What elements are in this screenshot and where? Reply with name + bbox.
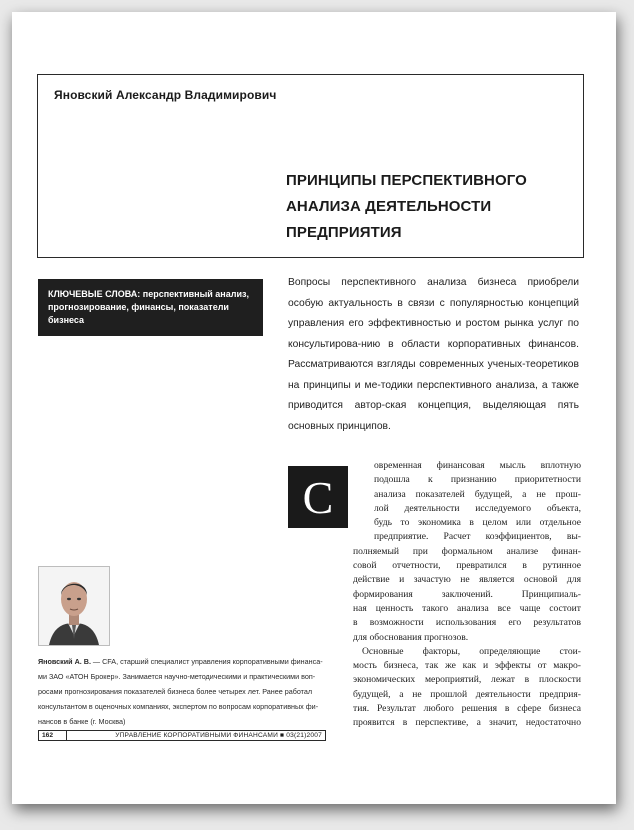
- body-line: формирования заключений. Принципиаль-: [353, 588, 581, 600]
- article-body: [348, 459, 581, 731]
- body-line: тия. Результат любого решения в сфере бизнеса: [353, 703, 581, 715]
- author-name: Яновский Александр Владимирович: [54, 88, 277, 102]
- body-line: мость бизнеса, так же как и эффекты от макро-: [353, 660, 581, 672]
- body-line: предприятие. Расчет коэффициентов, вы-: [374, 531, 581, 543]
- author-bio: [38, 654, 328, 729]
- keywords-text: перспективный анализ, прогнозирование, финансы, показатели бизнеса: [48, 289, 249, 325]
- body-line: совой отчетности, превратился в рутинное: [353, 560, 581, 572]
- page-footer: [38, 730, 326, 741]
- page-number: 162: [39, 731, 67, 740]
- body-line: проявится в перспективе, а значит, недостаточно: [353, 717, 581, 729]
- body-line: будущей, а не прошлой деятельности предприя-: [353, 688, 581, 700]
- body-line: анализа показателей будущей, а не прош-: [374, 488, 581, 500]
- author-portrait-icon: [39, 567, 109, 645]
- title-line: ПРИНЦИПЫ ПЕРСПЕКТИВНОГО: [286, 172, 527, 189]
- keywords-label: КЛЮЧЕВЫЕ СЛОВА:: [48, 289, 141, 299]
- body-line: полняемый при формальном анализе финан-: [353, 545, 581, 557]
- title-line: ПРЕДПРИЯТИЯ: [286, 224, 402, 241]
- article-title: [286, 168, 566, 246]
- body-line: лой деятельности исследуемого объекта,: [374, 502, 581, 514]
- body-line: овременная финансовая мысль вплотную: [374, 460, 581, 471]
- bio-name: Яновский А. В.: [38, 657, 91, 666]
- keywords-box: [38, 279, 263, 336]
- journal-name: УПРАВЛЕНИЕ КОРПОРАТИВНЫМИ ФИНАНСАМИ ■ 03(21)2007: [115, 732, 322, 739]
- article-abstract: Вопросы перспективного анализа бизнеса приобрели особую актуальность в связи с популярностью концепций управления его эффективностью и ростом рынка услуг по консультирова-нию в области корпоративных финансов. Рассматриваются взгляды современных ученых-теоретиков на принципы и ме-тодики перспективного анализа, а также приводится автор-ская концепция, выделяющая пять основных принципов.: [288, 277, 579, 432]
- body-line: экономических мероприятий, лежат в плоскости: [353, 674, 581, 686]
- body-line: для обоснования прогнозов.: [353, 631, 469, 643]
- title-line: АНАЛИЗА ДЕЯТЕЛЬНОСТИ: [286, 198, 492, 215]
- body-line: подошла к признанию приоритетности: [374, 474, 581, 486]
- body-line: ная ценность такого анализа все чаще состоит: [353, 602, 581, 614]
- body-line: действие и зачастую не является основой для: [353, 574, 581, 586]
- author-photo: [38, 566, 110, 646]
- body-line: Основные факторы, определяющие стои-: [362, 645, 581, 657]
- drop-cap: С: [288, 466, 348, 528]
- body-line: будь то экономика в целом или отдельное: [374, 517, 581, 529]
- bio-text: — CFA, старший специалист управления корпоративными финанса-ми ЗАО «АТОН Брокер». Занимается научно-методическими и практическими воп-росами прогнозирования показателей бизнеса более четырех лет. Ранее работал консультантом в оценочных компаниях, экспертом по вопросам корпоративных фи-нансов в банке (г. Москва): [38, 657, 323, 726]
- body-line: в возможности использования его результатов: [353, 617, 581, 629]
